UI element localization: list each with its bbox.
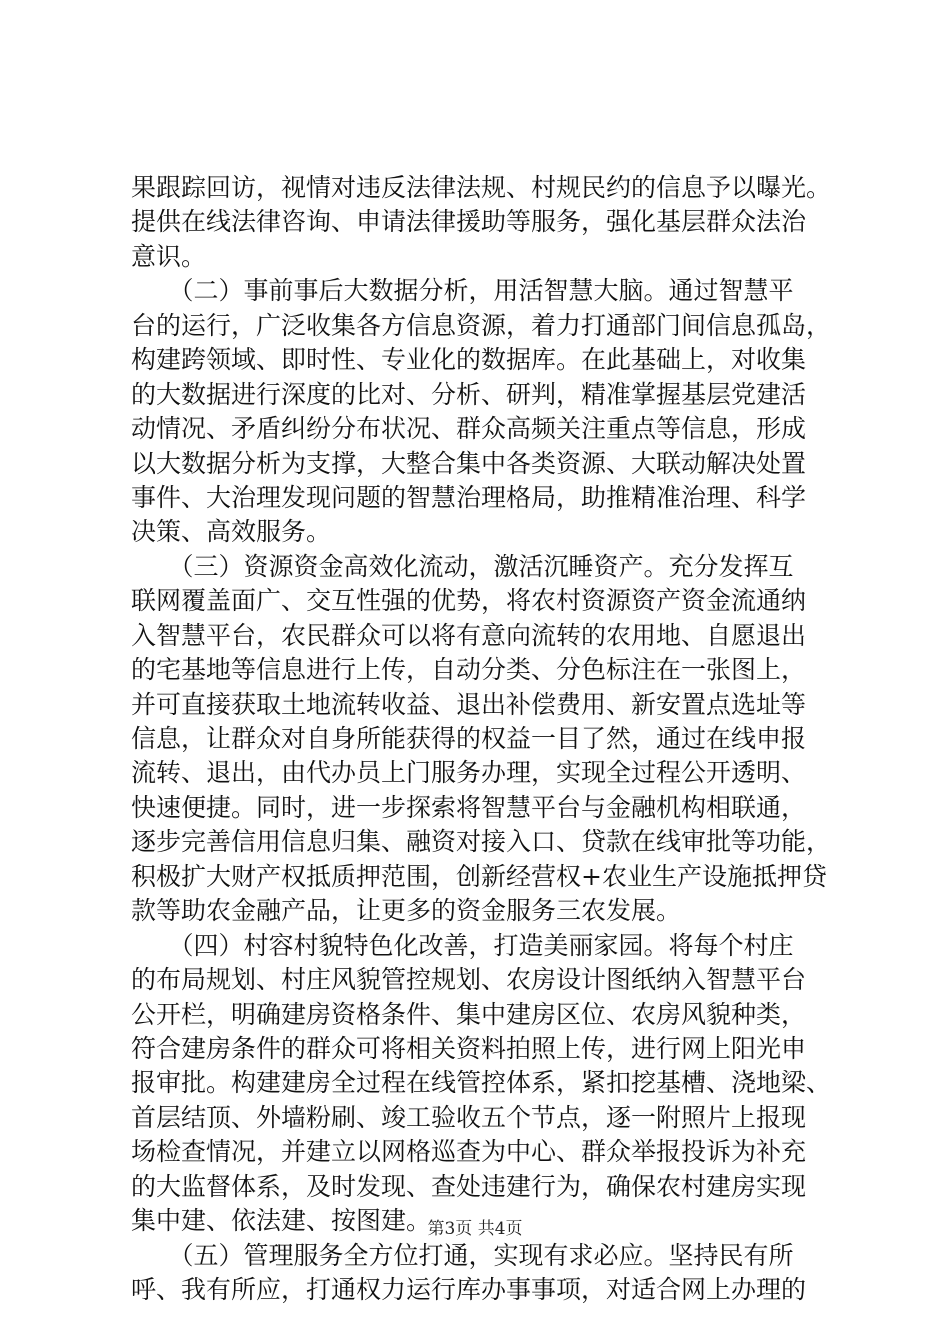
text-line: （五）管理服务全方位打通，实现有求必应。坚持民有所 <box>131 1240 794 1270</box>
text-line: 积极扩大财产权抵质押范围，创新经营权+农业生产设施抵押贷 <box>131 861 827 891</box>
text-line: 的大数据进行深度的比对、分析、研判，精准掌握基层党建活 <box>131 379 807 409</box>
text-line: 并可直接获取土地流转收益、退出补偿费用、新安置点选址等 <box>131 689 807 719</box>
text-line: 动情况、矛盾纠纷分布状况、群众高频关注重点等信息，形成 <box>131 414 807 444</box>
text-line: 的布局规划、村庄风貌管控规划、农房设计图纸纳入智慧平台 <box>131 965 807 995</box>
text-line: 以大数据分析为支撑，大整合集中各类资源、大联动解决处置 <box>131 448 807 478</box>
text-line: 快速便捷。同时，进一步探索将智慧平台与金融机构相联通， <box>131 792 807 822</box>
text-line: 决策、高效服务。 <box>131 517 332 547</box>
text-line: 意识。 <box>131 241 207 271</box>
text-line: 联网覆盖面广、交互性强的优势，将农村资源资产资金流通纳 <box>131 586 807 616</box>
text-line: 款等助农金融产品，让更多的资金服务三农发展。 <box>131 896 682 926</box>
text-line: 事件、大治理发现问题的智慧治理格局，助推精准治理、科学 <box>131 482 807 512</box>
text-line: 信息，让群众对自身所能获得的权益一目了然，通过在线申报 <box>131 724 807 753</box>
text-line: 报审批。构建建房全过程在线管控体系，紧扣挖基槽、浇地梁、 <box>131 1068 832 1098</box>
text-line: （三）资源资金高效化流动，激活沉睡资产。充分发挥互 <box>131 551 794 581</box>
text-line: （四）村容村貌特色化改善，打造美丽家园。将每个村庄 <box>131 930 794 960</box>
text-line: 首层结顶、外墙粉刷、竣工验收五个节点，逐一附照片上报现 <box>131 1102 807 1132</box>
page-footer: 第3页 共4页 <box>427 1219 523 1239</box>
text-line: 入智慧平台，农民群众可以将有意向流转的农用地、自愿退出 <box>131 620 807 650</box>
text-line: 提供在线法律咨询、申请法律援助等服务，强化基层群众法治 <box>131 207 807 237</box>
text-line: 的大监督体系，及时发现、查处违建行为，确保农村建房实现 <box>131 1171 807 1201</box>
text-line: 构建跨领域、即时性、专业化的数据库。在此基础上，对收集 <box>131 345 807 375</box>
text-line: 流转、退出，由代办员上门服务办理，实现全过程公开透明、 <box>131 758 807 788</box>
text-line: 果跟踪回访，视情对违反法律法规、村规民约的信息予以曝光。 <box>131 173 832 202</box>
body-text <box>131 171 831 1307</box>
text-line: 逐步完善信用信息归集、融资对接入口、贷款在线审批等功能， <box>131 827 832 857</box>
text-line: 符合建房条件的群众可将相关资料拍照上传，进行网上阳光申 <box>131 1033 807 1063</box>
text-line: 场检查情况，并建立以网格巡查为中心、群众举报投诉为补充 <box>131 1137 807 1167</box>
text-line: 的宅基地等信息进行上传，自动分类、分色标注在一张图上， <box>131 655 807 685</box>
text-line: （二）事前事后大数据分析，用活智慧大脑。通过智慧平 <box>131 276 794 306</box>
text-line: 公开栏，明确建房资格条件、集中建房区位、农房风貌种类， <box>131 999 807 1029</box>
text-line: 呼、我有所应，打通权力运行库办事事项，对适合网上办理的 <box>131 1275 807 1304</box>
text-line: 台的运行，广泛收集各方信息资源，着力打通部门间信息孤岛， <box>131 310 832 340</box>
text-line: 集中建、依法建、按图建。 <box>131 1206 432 1236</box>
